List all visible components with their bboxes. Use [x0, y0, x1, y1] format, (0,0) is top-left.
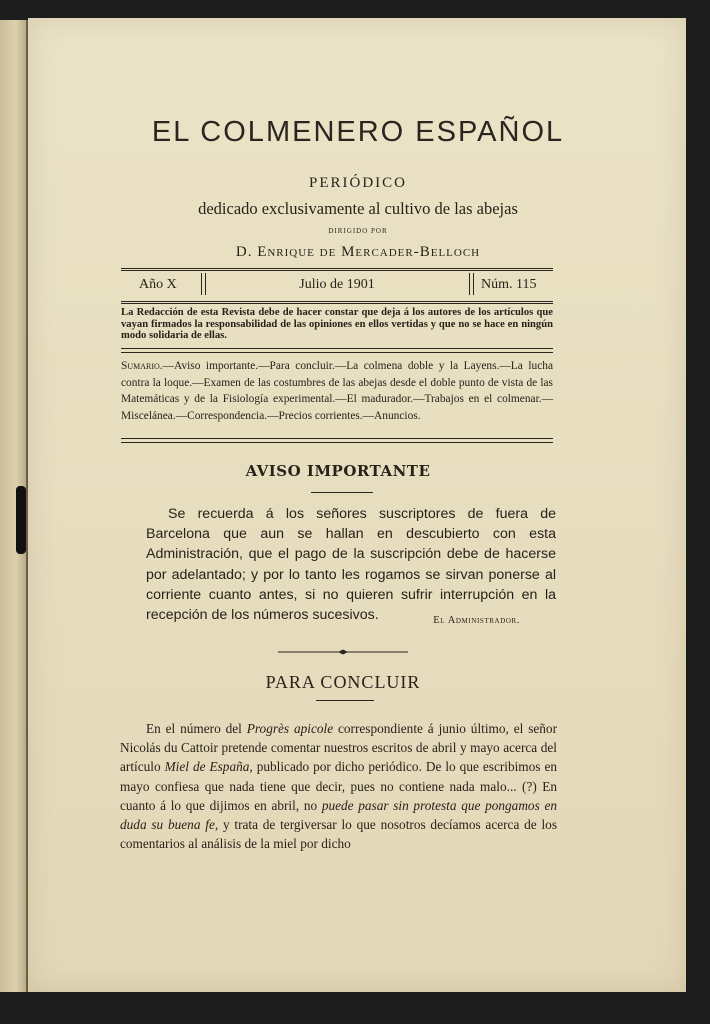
divider-rule — [121, 438, 553, 443]
aviso-body — [146, 504, 556, 625]
director-name: D. Enrique de Mercader-Belloch — [235, 244, 481, 260]
section-ornament — [278, 648, 408, 656]
binding-clip — [16, 486, 26, 554]
article-heading: PARA CONCLUIR — [265, 672, 421, 692]
directed-by-label: DIRIGIDO POR — [328, 227, 388, 235]
aviso-heading: AVISO IMPORTANTE — [245, 462, 431, 480]
aviso-signature: El Administrador. — [433, 615, 520, 626]
editorial-notice: La Redacción de esta Revista debe de hacer constar que deja á los autores de los artículos que vayan firmados la responsabilidad de las opiniones en ellos vertidas y que no se hace en ningún modo solidaria de ellas. — [121, 307, 553, 341]
divider-rule — [121, 348, 553, 353]
article-italic: Miel de España, — [164, 759, 253, 775]
heading-underline — [311, 492, 373, 493]
journal-page — [28, 18, 686, 992]
article-text: correspondiente á junio último, el señor Nicolás du Cattoir pretende comentar nuestros escritos de abril y mayo acerca del artículo — [120, 721, 557, 775]
article-paragraph — [120, 719, 557, 853]
summary-label: Sumario. — [121, 360, 163, 372]
masthead-title: EL COLMENERO ESPAÑOL — [151, 116, 565, 148]
issue-date: Julio de 1901 — [299, 277, 375, 292]
article-text: publicado por dicho periódico. De lo que escribimos en mayo confiesa que nada tiene que decir, pues no contiene nada malo... (?) En cuanto á lo que dijimos en abril, no — [120, 759, 558, 813]
article-italic: puede pasar sin protesta que pongamos en duda su buena fe, — [120, 797, 557, 833]
issue-info-bar — [121, 268, 553, 304]
heading-underline — [316, 700, 374, 701]
issue-number: Núm. 115 — [481, 277, 537, 292]
summary — [121, 358, 553, 424]
masthead-subtitle: PERIÓDICO — [308, 175, 407, 191]
article-body — [120, 719, 557, 853]
article-text: En el número del — [146, 721, 247, 736]
article-text: y trata de tergiversar lo que nosotros decíamos acerca de los comentarios al análisis de la miel por dicho — [120, 817, 557, 852]
issue-year: Año X — [139, 277, 177, 292]
issue-divider — [469, 273, 474, 295]
masthead-tagline: dedicado exclusivamente al cultivo de las abejas — [198, 199, 518, 218]
summary-text: —Aviso importante.—Para concluir.—La colmena doble y la Layens.—La lucha contra la loque.—Examen de las costumbres de las abejas desde el doble punto de vista de las Matemáticas y de la Fisiología experimental.—El madurador.—Trabajos en el colmenar.—Miscelánea.—Correspondencia.—Precios corrientes.—Anuncios. — [121, 360, 553, 422]
article-italic: Progrès apicole — [246, 721, 334, 736]
aviso-paragraph: Se recuerda á los señores suscriptores de fuera de Barcelona que aun se hallan en descubierto con esta Administración, que el pago de la suscripción debe de hacerse por adelantado; y por lo tanto les rogamos se sirvan ponerse al corriente cuanto antes, si no quieren sufrir interrupción en la recepción de los números sucesivos. — [146, 506, 556, 624]
